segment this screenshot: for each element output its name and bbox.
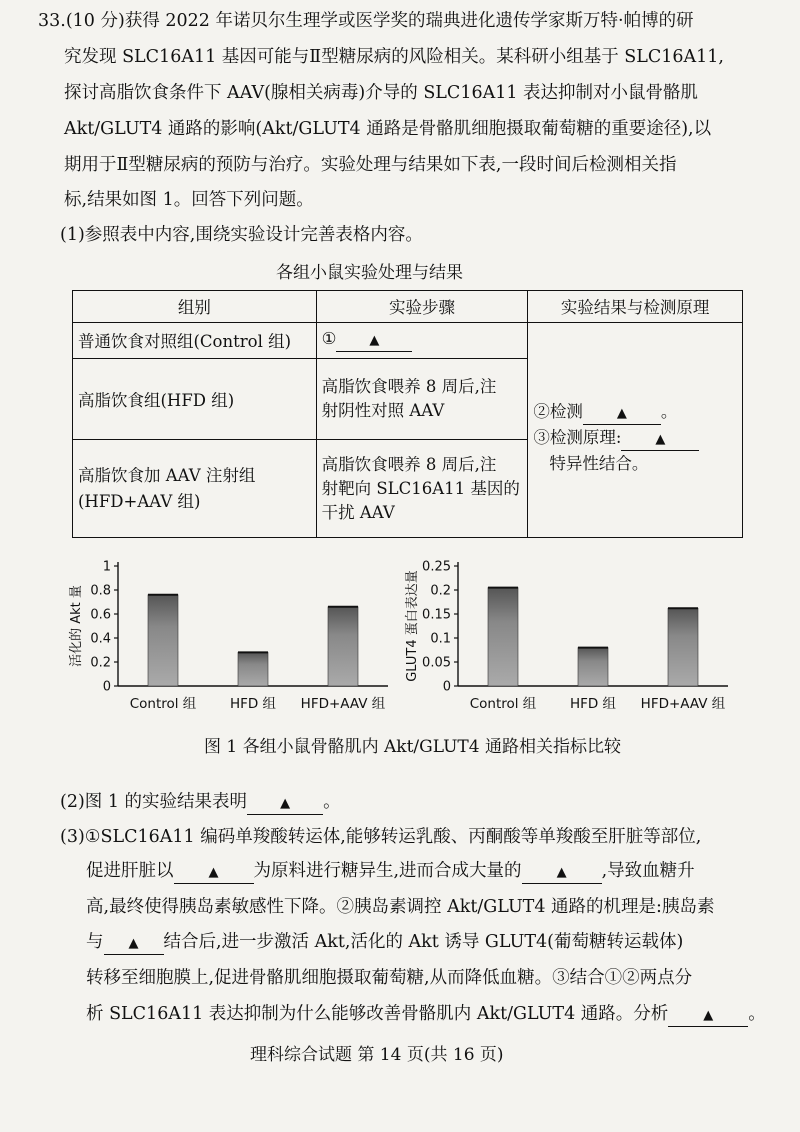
- group-hfd: 高脂饮食组(HFD 组): [73, 359, 317, 440]
- part3-line-6: [86, 1001, 766, 1027]
- step-control: [316, 322, 528, 359]
- result-period: 。: [660, 401, 678, 421]
- y-tick-label: 0.15: [422, 607, 451, 623]
- bar: [488, 588, 518, 686]
- blank-2[interactable]: [583, 402, 661, 425]
- blank-marker: ▲: [280, 796, 291, 811]
- question-points: (10 分): [65, 11, 125, 31]
- blank-marker: ▲: [616, 405, 627, 421]
- y-tick-label: 0.6: [90, 607, 111, 623]
- blank-6[interactable]: [522, 861, 602, 884]
- part3-l4-b: 结合后,进一步激活 Akt,活化的 Akt 诱导 GLUT4(葡萄糖转运载体): [163, 932, 684, 952]
- y-tick-label: 0: [102, 679, 111, 695]
- part3-line-1: (3)①SLC16A11 编码单羧酸转运体,能够转运乳酸、丙酮酸等单羧酸至肝脏等部位,: [60, 827, 702, 847]
- part3-l4-a: 与: [86, 932, 104, 952]
- part3-l6-a: 析 SLC16A11 表达抑制为什么能够改善骨骼肌内 Akt/GLUT4 通路。分析: [86, 1004, 669, 1024]
- result-line-2: [533, 425, 737, 451]
- category-label: HFD+AAV 组: [640, 696, 726, 712]
- group-hfd-aav: [73, 440, 317, 538]
- group-hfd-aav-line-1: 高脂饮食加 AAV 注射组: [78, 465, 256, 485]
- y-tick-label: 0.2: [90, 655, 111, 671]
- intro-line-4: Akt/GLUT4 通路的影响(Akt/GLUT4 通路是骨骼肌细胞摄取葡萄糖的重要途径),以: [64, 119, 712, 139]
- step-aav-line-2: 射靶向 SLC16A11 基因的: [321, 478, 520, 498]
- intro-line-6: 标,结果如图 1。回答下列问题。: [64, 190, 314, 210]
- figure-caption: 图 1 各组小鼠骨骼肌内 Akt/GLUT4 通路相关指标比较: [204, 737, 621, 757]
- result-line-3: 特异性结合。: [549, 453, 649, 473]
- y-tick-label: 0.1: [430, 631, 451, 647]
- blank-marker: ▲: [703, 1008, 714, 1023]
- bar: [668, 608, 698, 686]
- group-control: 普通饮食对照组(Control 组): [73, 322, 317, 359]
- blank-marker: ▲: [556, 865, 567, 880]
- step-hfd: [316, 359, 528, 440]
- question-number: 33.: [38, 11, 66, 31]
- blank-5[interactable]: [174, 861, 254, 884]
- bar: [148, 595, 178, 686]
- intro-line-1: 获得 2022 年诺贝尔生理学或医学奖的瑞典进化遗传学家斯万特·帕博的研: [124, 11, 694, 31]
- result-line-1: [533, 399, 737, 425]
- question-header: [38, 8, 694, 34]
- y-tick-label: 0.4: [90, 631, 111, 647]
- part3-line-4: [86, 929, 683, 955]
- category-label: Control 组: [129, 696, 197, 712]
- step-hfd-aav: [316, 440, 528, 538]
- result-principle-label: ③检测原理:: [533, 427, 622, 447]
- step-control-label: ①: [321, 328, 337, 348]
- blank-7[interactable]: [104, 932, 164, 955]
- y-tick-label: 0.8: [90, 583, 111, 599]
- step-aav-line-1: 高脂饮食喂养 8 周后,注: [321, 454, 497, 474]
- blank-3[interactable]: [621, 428, 699, 451]
- step-hfd-line-1: 高脂饮食喂养 8 周后,注: [321, 377, 497, 397]
- blank-marker: ▲: [655, 431, 666, 447]
- y-axis-label: GLUT4 蛋白表达量: [405, 570, 420, 682]
- bar: [578, 648, 608, 686]
- page-footer: 理科综合试题 第 14 页(共 16 页): [250, 1045, 504, 1065]
- category-label: HFD 组: [569, 696, 617, 712]
- blank-8[interactable]: [668, 1004, 748, 1027]
- y-tick-label: 0.2: [430, 583, 451, 599]
- header-steps: 实验步骤: [316, 291, 528, 323]
- header-results: 实验结果与检测原理: [528, 291, 743, 323]
- blank-marker: ▲: [208, 865, 219, 880]
- part3-line-2: [86, 858, 695, 884]
- blank-marker: ▲: [128, 936, 139, 951]
- table-row: [73, 322, 743, 359]
- part3-l2-b: 为原料进行糖异生,进而合成大量的: [253, 861, 522, 881]
- part2: [60, 789, 341, 815]
- part3-l6-b: 。: [748, 1004, 766, 1024]
- header-group: 组别: [73, 291, 317, 323]
- result-detect-label: ②检测: [533, 401, 583, 421]
- part3-line-3: 高,最终使得胰岛素敏感性下降。②胰岛素调控 Akt/GLUT4 通路的机理是:胰岛素: [86, 897, 715, 917]
- part2-period: 。: [323, 792, 341, 812]
- bar: [238, 652, 268, 686]
- glut4-chart: [402, 555, 742, 725]
- y-tick-label: 0: [442, 679, 451, 695]
- part2-text: (2)图 1 的实验结果表明: [60, 792, 248, 812]
- intro-line-3: 探讨高脂饮食条件下 AAV(腺相关病毒)介导的 SLC16A11 表达抑制对小鼠骨骼肌: [64, 83, 699, 103]
- bar: [328, 607, 358, 686]
- category-label: Control 组: [469, 696, 537, 712]
- category-label: HFD 组: [229, 696, 277, 712]
- step-aav-line-3: 干扰 AAV: [321, 502, 395, 522]
- blank-4[interactable]: [247, 792, 323, 815]
- blank-1[interactable]: [336, 329, 412, 352]
- intro-line-5: 期用于Ⅱ型糖尿病的预防与治疗。实验处理与结果如下表,一段时间后检测相关指: [64, 155, 677, 175]
- akt-chart: [62, 555, 402, 725]
- part3-l2-a: 促进肝脏以: [86, 861, 174, 881]
- y-tick-label: 0.05: [422, 655, 451, 671]
- part1-prompt: (1)参照表中内容,围绕实验设计完善表格内容。: [60, 225, 423, 245]
- result-cell: [528, 322, 743, 538]
- y-axis-label: 活化的 Akt 量: [69, 585, 84, 667]
- table-title: 各组小鼠实验处理与结果: [276, 263, 463, 283]
- part3-line-5: 转移至细胞膜上,促进骨骼肌细胞摄取葡萄糖,从而降低血糖。③结合①②两点分: [86, 968, 693, 988]
- blank-marker: ▲: [369, 332, 380, 348]
- group-hfd-aav-line-2: (HFD+AAV 组): [78, 491, 201, 511]
- y-tick-label: 0.25: [422, 559, 451, 575]
- table-header-row: [73, 291, 743, 323]
- y-tick-label: 1: [102, 559, 111, 575]
- part3-l2-c: ,导致血糖升: [601, 861, 695, 881]
- experiment-table: [72, 290, 743, 538]
- category-label: HFD+AAV 组: [300, 696, 386, 712]
- step-hfd-line-2: 射阴性对照 AAV: [321, 401, 445, 421]
- intro-line-2: 究发现 SLC16A11 基因可能与Ⅱ型糖尿病的风险相关。某科研小组基于 SLC16A11,: [64, 47, 724, 67]
